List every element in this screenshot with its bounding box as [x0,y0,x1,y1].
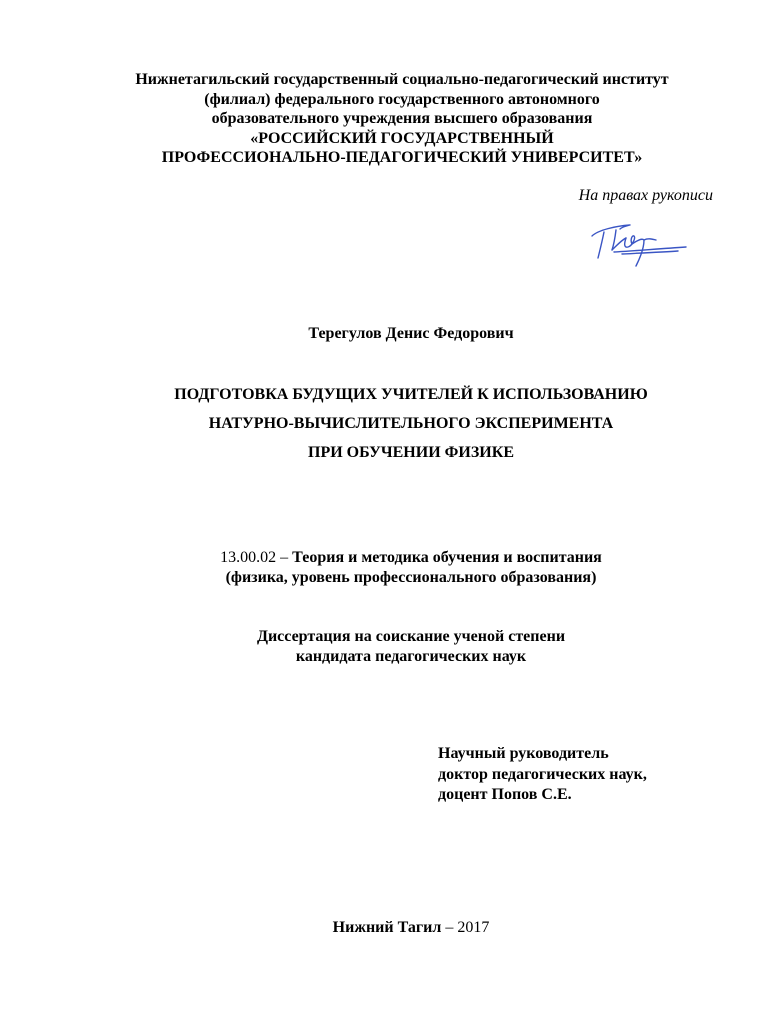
supervisor-line: доцент Попов С.Е. [438,786,572,803]
thesis-title-line: ПОДГОТОВКА БУДУЩИХ УЧИТЕЛЕЙ К ИСПОЛЬЗОВАНИЮ [174,386,648,403]
thesis-title-line: НАТУРНО-ВЫЧИСЛИТЕЛЬНОГО ЭКСПЕРИМЕНТА [208,415,614,432]
specialty-line [27,548,768,568]
place-year-separator: – [441,919,458,936]
thesis-title [27,380,768,467]
specialty-code: 13.00.02 [220,549,277,566]
degree-block [27,627,768,667]
institution-line: Нижнетагильский государственный социально-педагогический институт [135,71,669,88]
specialty-block [27,548,768,588]
supervisor-line: Научный руководитель [438,745,609,762]
degree-line: Диссертация на соискание ученой степени [256,628,566,645]
author-name: Терегулов Денис Федорович [308,325,514,342]
institution-line: ПРОФЕССИОНАЛЬНО-ПЕДАГОГИЧЕСКИЙ УНИВЕРСИТЕТ» [161,149,643,166]
institution-line: образовательного учреждения высшего образования [211,110,593,127]
place: Нижний Тагил [332,919,442,936]
institution-line: «РОССИЙСКИЙ ГОСУДАРСТВЕННЫЙ [250,129,554,147]
specialty-separator: – [276,549,293,566]
specialty-detail: (физика, уровень профессионального образования) [225,569,597,586]
year: 2017 [457,919,490,936]
thesis-title-line: ПРИ ОБУЧЕНИИ ФИЗИКЕ [308,444,514,461]
manuscript-note: На правах рукописи [578,187,713,204]
institution-header [18,70,768,168]
institution-line: (филиал) федерального государственного автономного [204,90,600,108]
signature-image [586,214,690,270]
degree-line: кандидата педагогических наук [295,648,527,665]
supervisor-block [438,744,647,806]
place-year [27,919,768,937]
supervisor-line: доктор педагогических наук, [438,765,647,783]
specialty-name: Теория и методика обучения и воспитания [292,549,602,566]
